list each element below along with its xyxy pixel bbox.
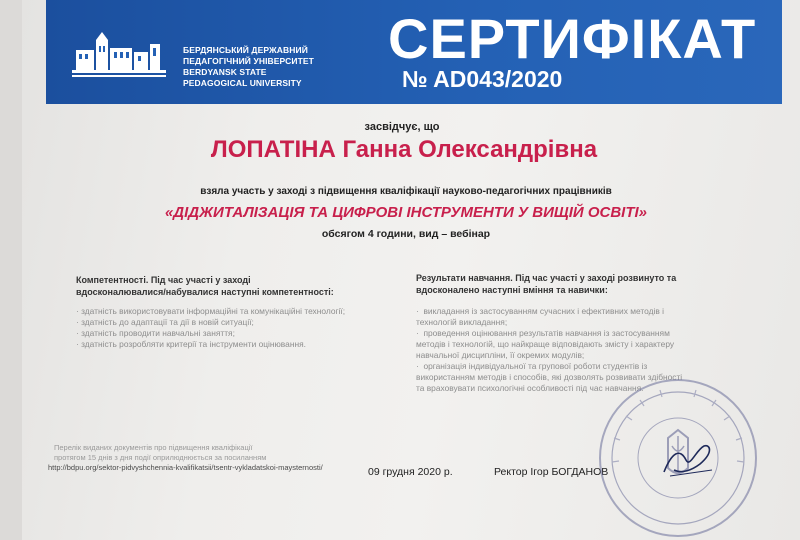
- competencies-list: [76, 306, 345, 350]
- participation-text: взяла участь у заході з підвищення кваліфікації науково-педагогічних працівників: [200, 186, 612, 197]
- list-item: методів і технологій, що найкраще відповідають змісту і характеру: [416, 339, 675, 349]
- recipient-name: ЛОПАТІНА Ганна Олександрівна: [210, 136, 598, 163]
- registry-link[interactable]: http://bdpu.org/sektor-pidvyshchennia-kvalifikatsii/tsentr-vykladatskoi-maysternosti/: [48, 463, 323, 472]
- competencies-heading: Компетентності. Під час участі у заході вдосконалювалися/набувалися наступні компетентності:: [76, 275, 334, 297]
- university-line: BERDYANSK STATE: [183, 67, 267, 77]
- list-item: · організація індивідуальної та групової роботи студентів із: [416, 361, 648, 371]
- list-item: · здатність до адаптації та дії в новій ситуації;: [76, 317, 254, 327]
- certifies-text: засвідчує, що: [364, 121, 440, 133]
- certificate-number: № AD043/2020: [402, 66, 563, 92]
- list-item: та враховувати психологічні особливості під час навчання.: [416, 383, 644, 393]
- university-building-logo-icon: [70, 30, 170, 82]
- event-title: «ДІДЖИТАЛІЗАЦІЯ ТА ЦИФРОВІ ІНСТРУМЕНТИ У ВИЩІЙ ОСВІТІ»: [164, 204, 648, 221]
- list-item: навчальної дисципліни, її окремих модулів;: [416, 350, 585, 360]
- university-line: БЕРДЯНСЬКИЙ ДЕРЖАВНИЙ: [183, 45, 308, 55]
- list-item: · здатність розробляти критерії та інструменти оцінювання.: [76, 339, 306, 349]
- handwritten-signature-icon: [660, 440, 720, 480]
- university-line: ПЕДАГОГІЧНИЙ УНІВЕРСИТЕТ: [183, 56, 314, 66]
- event-volume: обсягом 4 години, вид – вебінар: [321, 228, 491, 240]
- certificate-title: СЕРТИФІКАТ: [388, 7, 757, 70]
- university-line: PEDAGOGICAL UNIVERSITY: [183, 78, 302, 88]
- list-item: · здатність проводити навчальні заняття;: [76, 328, 235, 338]
- list-item: · викладання із застосуванням сучасних і ефективних методів і: [416, 306, 664, 316]
- rector-signature-line: Ректор Ігор БОГДАНОВ: [494, 466, 609, 478]
- list-item: використанням методів і способів, які дозволять розвивати здібності: [416, 372, 683, 382]
- list-item: · здатність використовувати інформаційні та комунікаційні технології;: [76, 306, 346, 316]
- results-heading: Результати навчання. Під час участі у заході розвинуто та вдосконалено наступні вміння та навички:: [416, 273, 677, 295]
- university-name: [183, 45, 314, 89]
- list-item: · проведення оцінювання результатів навчання із застосуванням: [416, 328, 670, 338]
- list-item: технологій викладання;: [416, 317, 508, 327]
- issue-date: 09 грудня 2020 р.: [368, 466, 453, 478]
- publication-note: Перелік виданих документів про підвищення кваліфікації протягом 15 днів з дня події оприлюднюється за посиланням http://bdpu.org/sektor-pidvyshchennia-kvalifikatsii/tsentr-vykladatskoi-maysternosti/: [48, 443, 323, 472]
